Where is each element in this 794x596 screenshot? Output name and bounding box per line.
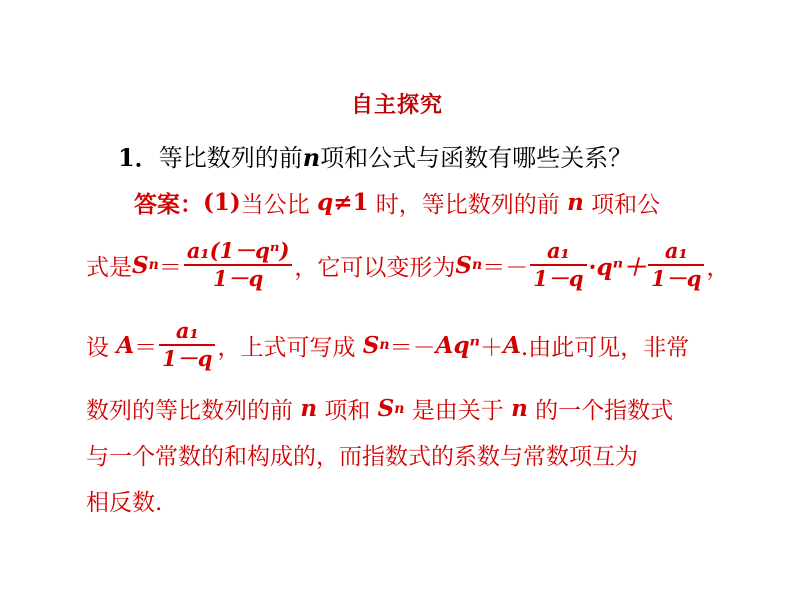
equals-minus: ＝－ bbox=[482, 254, 529, 281]
var-n: n bbox=[511, 395, 528, 422]
answer-l4-t3: 是由关于 bbox=[411, 398, 504, 424]
sum-symbol: S bbox=[132, 251, 149, 279]
sum-symbol: S bbox=[362, 331, 380, 359]
sum-subscript: n bbox=[148, 257, 159, 273]
answer-l1-t3: 项和公 bbox=[591, 192, 661, 218]
answer-l4-t1: 数列的等比数列的前 bbox=[86, 398, 293, 424]
question-text-a: 等比数列的前 bbox=[158, 144, 303, 172]
fraction-denominator: 1－q bbox=[533, 266, 584, 291]
var-n: n bbox=[300, 395, 318, 422]
fraction-numerator: a₁ bbox=[664, 238, 688, 263]
answer-line-5 bbox=[86, 438, 638, 471]
power-term: Aqⁿ bbox=[435, 331, 481, 359]
question-var-n: n bbox=[302, 143, 321, 172]
neq-one: ≠1 bbox=[333, 189, 369, 216]
power-term: ·qⁿ＋ bbox=[588, 253, 647, 281]
answer-label: 答案： bbox=[134, 191, 203, 218]
fraction-denominator: 1－q bbox=[651, 266, 702, 291]
answer-part-number: (1) bbox=[203, 189, 241, 216]
fraction-numerator: a₁ bbox=[546, 238, 570, 263]
question-text-b: 项和公式与函数有哪些关系？ bbox=[320, 144, 633, 172]
answer-l3-t1: 设 bbox=[86, 334, 109, 361]
sum-subscript: n bbox=[394, 400, 405, 417]
fraction-numerator: a₁(1－qⁿ) bbox=[186, 238, 290, 263]
answer-l3-t2: ，上式可写成 bbox=[217, 334, 356, 361]
answer-l3-t3: .由此可见，非常 bbox=[520, 334, 690, 361]
answer-l2-end: ， bbox=[706, 254, 730, 281]
coefficient-fraction bbox=[530, 238, 586, 292]
var-A: A bbox=[503, 331, 521, 359]
equals-sign: ＝ bbox=[134, 334, 158, 361]
sum-subscript: n bbox=[472, 257, 483, 273]
plus-sign: ＋ bbox=[480, 334, 504, 361]
answer-l6-text: 相反数. bbox=[86, 490, 163, 516]
fraction-denominator: 1－q bbox=[212, 266, 264, 291]
constant-fraction bbox=[648, 238, 704, 292]
sum-subscript: n bbox=[379, 337, 390, 353]
sum-formula-fraction bbox=[184, 238, 293, 292]
question-number: 1． bbox=[118, 143, 159, 172]
question-1 bbox=[118, 138, 632, 173]
answer-line-2 bbox=[86, 238, 729, 292]
answer-l2-t2: ，它可以变形为 bbox=[294, 254, 456, 281]
A-definition-fraction bbox=[159, 318, 215, 372]
equals-minus: ＝－ bbox=[389, 334, 436, 361]
answer-l4-t2: 项和 bbox=[324, 398, 371, 424]
sum-symbol: S bbox=[377, 395, 395, 422]
var-n: n bbox=[567, 189, 584, 216]
fraction-denominator: 1－q bbox=[162, 346, 213, 371]
answer-line-1 bbox=[134, 186, 660, 219]
var-q: q bbox=[317, 189, 334, 216]
answer-l5-text: 与一个常数的和构成的，而指数式的系数与常数项互为 bbox=[86, 444, 638, 470]
answer-line-6 bbox=[86, 484, 162, 517]
fraction-numerator: a₁ bbox=[175, 318, 199, 343]
var-A: A bbox=[116, 331, 135, 359]
answer-line-3 bbox=[86, 318, 689, 372]
answer-line-4 bbox=[86, 392, 673, 425]
answer-l1-t2: 时，等比数列的前 bbox=[375, 192, 560, 218]
answer-l4-t4: 的一个指数式 bbox=[535, 398, 674, 424]
equals-sign: ＝ bbox=[158, 254, 182, 281]
answer-l1-t1: 当公比 bbox=[240, 192, 310, 218]
section-heading: 自主探究 bbox=[350, 92, 443, 118]
answer-l2-t1: 式是 bbox=[86, 254, 132, 281]
sum-symbol: S bbox=[455, 251, 473, 279]
